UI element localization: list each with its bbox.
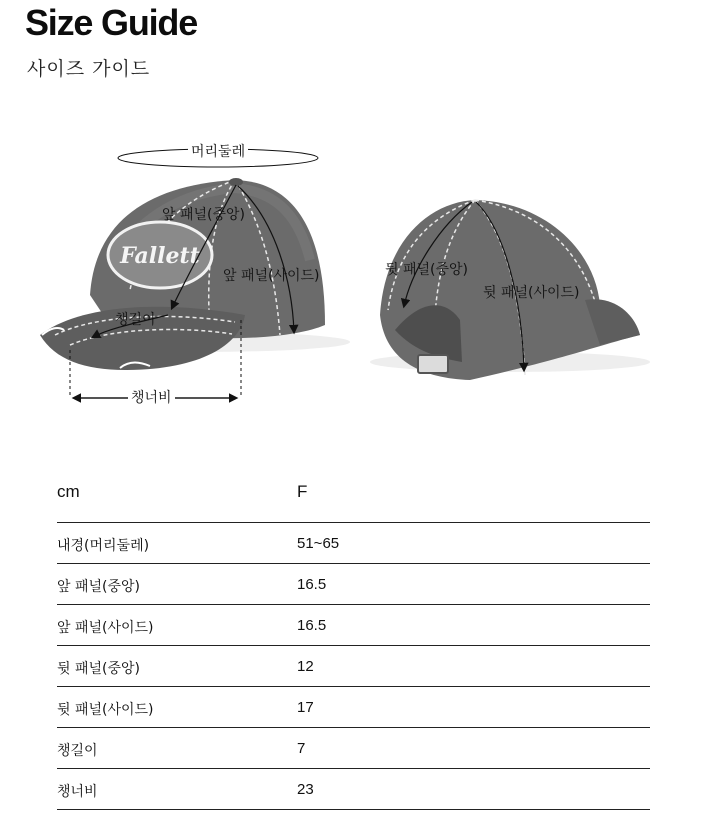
row-value: 17 xyxy=(297,699,314,716)
label-brim-length: 챙길이 xyxy=(115,312,156,328)
header-size: F xyxy=(297,482,308,501)
page-subtitle: 사이즈 가이드 xyxy=(27,58,151,80)
row-label: 챙너비 xyxy=(57,784,98,800)
table-row xyxy=(57,687,650,728)
table-row xyxy=(57,769,650,810)
label-back-center: 뒷 패널(중앙) xyxy=(385,262,468,278)
page-title: Size Guide xyxy=(25,2,198,43)
table-header xyxy=(57,470,650,523)
label-brim-width: 챙너비 xyxy=(128,389,175,407)
row-value: 16.5 xyxy=(297,576,327,593)
table-row xyxy=(57,523,650,564)
label-circumference: 머리둘레 xyxy=(188,143,248,161)
label-front-center: 앞 패널(중앙) xyxy=(162,207,245,223)
row-label: 앞 패널(사이드) xyxy=(57,620,154,636)
row-label: 챙길이 xyxy=(57,743,98,759)
table-row xyxy=(57,646,650,687)
svg-text:Fallett: Fallett xyxy=(120,243,200,269)
row-label: 뒷 패널(중앙) xyxy=(57,661,140,677)
row-label: 앞 패널(중앙) xyxy=(57,579,140,595)
row-value: 16.5 xyxy=(297,617,327,634)
size-table xyxy=(57,470,650,810)
table-row xyxy=(57,605,650,646)
row-value: 7 xyxy=(297,740,306,757)
cap-diagram xyxy=(0,130,704,430)
row-label: 내경(머리둘레) xyxy=(57,538,150,554)
row-value: 23 xyxy=(297,781,314,798)
label-back-side: 뒷 패널(사이드) xyxy=(483,285,580,301)
table-row xyxy=(57,728,650,769)
row-value: 51~65 xyxy=(297,535,340,552)
row-value: 12 xyxy=(297,658,314,675)
header-unit: cm xyxy=(57,482,80,501)
row-label: 뒷 패널(사이드) xyxy=(57,702,154,718)
label-front-side: 앞 패널(사이드) xyxy=(223,268,320,284)
table-row xyxy=(57,564,650,605)
cap-illustration xyxy=(0,130,704,430)
